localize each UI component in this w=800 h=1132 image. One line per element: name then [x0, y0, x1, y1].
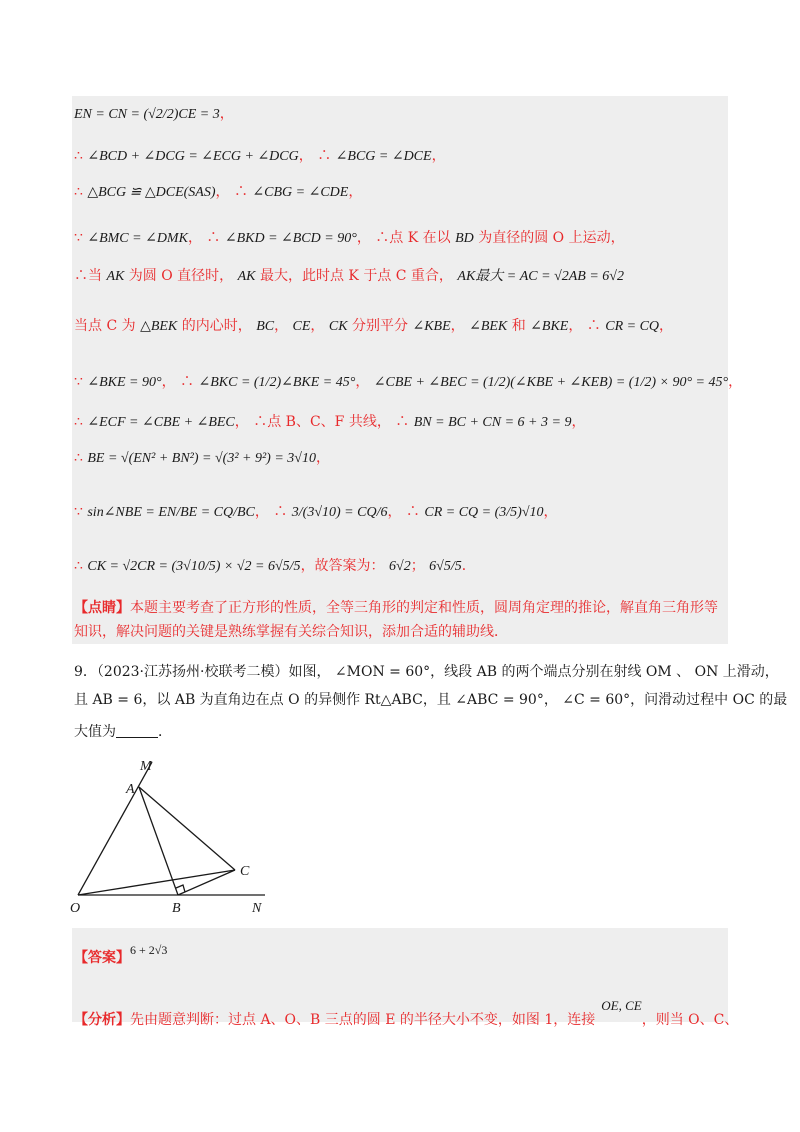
explanation-text: 为圆 O 直径时，: [124, 268, 238, 284]
math-expression: ∠BCG = ∠DCE: [335, 149, 432, 164]
comment-text-1: 本题主要考查了正方形的性质，全等三角形的判定和性质，圆周角定理的推论，解直角三角形等: [130, 600, 718, 616]
solution-line-7: [74, 372, 743, 393]
analysis-math: OE, CE: [601, 998, 642, 1013]
segment-OC: [78, 870, 235, 895]
math-expression: CE: [292, 319, 311, 334]
problem-line-3: 大值为 ．: [74, 724, 172, 740]
math-expression: BD: [455, 231, 474, 246]
math-expression: AK: [237, 269, 256, 284]
math-expression: BN = BC + CN = 6 + 3 = 9: [413, 415, 572, 430]
explanation-text: ， ∴: [568, 318, 606, 334]
problem-number: 9．: [74, 664, 97, 680]
explanation-text: ，: [355, 374, 374, 390]
segment-AB: [139, 787, 178, 895]
answer-line: [74, 940, 730, 968]
math-expression: △BCG ≌ △DCE(SAS): [87, 185, 216, 200]
solution-line-11: [74, 556, 730, 577]
answer-blank: [116, 723, 158, 738]
answer-tag: 【答案】: [74, 950, 130, 966]
analysis-tail: ，则当 O、C、: [641, 1012, 739, 1028]
solution-line-8: [74, 412, 730, 433]
analysis-line: [74, 996, 739, 1030]
solution-line-2: [74, 146, 730, 167]
math-expression: AK最大 = AC = √2AB = 6√2: [457, 269, 624, 284]
right-angle-mark: [176, 885, 185, 892]
math-expression: EN = CN = (√2/2)CE = 3: [74, 107, 220, 122]
explanation-text: ，: [571, 414, 586, 430]
explanation-text: ；: [410, 558, 430, 574]
math-expression: ∠CBE + ∠BEC = (1/2)(∠KBE + ∠KEB) = (1/2) × 90° = 45°: [373, 375, 729, 390]
math-expression: ∠ECF = ∠CBE + ∠BEC: [87, 415, 235, 430]
solution-line-4: [74, 228, 730, 249]
explanation-text: ∴当: [74, 268, 107, 284]
math-expression: CR = CQ = (3/5)√10: [424, 505, 544, 520]
math-expression: ∠BKD = ∠BCD = 90°: [224, 231, 357, 246]
label-C: C: [240, 864, 250, 879]
segment-AC: [139, 787, 235, 870]
explanation-text: 的内心时，: [177, 318, 257, 334]
math-expression: ∠KBE: [412, 319, 451, 334]
explanation-text: ，: [274, 318, 293, 334]
math-expression: ∠BKE = 90°: [87, 375, 162, 390]
segment-BC: [178, 870, 235, 895]
explanation-text: 当点 C 为: [74, 318, 141, 334]
math-expression: CK = √2CR = (3√10/5) × √2 = 6√5/5: [87, 559, 301, 574]
solution-line-3: [74, 182, 730, 203]
label-A: A: [126, 782, 135, 797]
explanation-text: ， ∴点 K 在以: [356, 230, 456, 246]
explanation-text: ，: [431, 148, 446, 164]
explanation-text: ∵: [74, 374, 88, 390]
problem-line-1: [74, 662, 779, 682]
explanation-text: ， ∴: [387, 504, 425, 520]
explanation-text: ， ∴点 B、C、F 共线， ∴: [234, 414, 414, 430]
analysis-tag: 【分析】: [74, 1012, 130, 1028]
math-expression: CK: [328, 319, 348, 334]
math-expression: ∠BKE: [530, 319, 569, 334]
explanation-text: ， ∴: [298, 148, 336, 164]
math-expression: ∠BMC = ∠DMK: [87, 231, 188, 246]
explanation-text: ．: [461, 558, 476, 574]
explanation-text: 和: [507, 318, 531, 334]
explanation-text: 为直径的圆 O 上运动，: [473, 230, 625, 246]
math-expression: ∠BEK: [469, 319, 508, 334]
math-expression: CR = CQ: [605, 319, 660, 334]
math-expression: 3/(3√10) = CQ/6: [291, 505, 388, 520]
answer-value: 6 + 2√3: [130, 943, 168, 957]
explanation-text: ∴: [74, 450, 88, 466]
explanation-text: ，: [543, 504, 558, 520]
math-expression: ∠CBG = ∠CDE: [252, 185, 349, 200]
label-N: N: [252, 901, 262, 916]
explanation-text: ，: [348, 184, 363, 200]
analysis-text: 先由题意判断：过点 A、O、B 三点的圆 E 的半径大小不变，如图 1，连接: [130, 1012, 596, 1028]
explanation-text: ，故答案为：: [300, 558, 390, 574]
explanation-text: ， ∴: [215, 184, 253, 200]
explanation-text: 最大，此时点 K 于点 C 重合，: [255, 268, 458, 284]
math-expression: sin∠NBE = EN/BE = CQ/BC: [87, 505, 255, 520]
math-expression: 6√5/5: [429, 559, 462, 574]
explanation-text: ∴: [74, 184, 88, 200]
explanation-text: ∴: [74, 414, 88, 430]
solution-line-10: [74, 502, 730, 523]
explanation-text: ，: [659, 318, 674, 334]
comment-line-2: 知识，解决问题的关键是熟练掌握有关综合知识，添加合适的辅助线．: [74, 624, 508, 640]
comment-tag: 【点睛】: [74, 600, 130, 616]
ray-OM: [78, 762, 152, 895]
explanation-text: ，: [315, 450, 330, 466]
explanation-text: ，: [219, 106, 234, 122]
explanation-text: ， ∴: [254, 504, 292, 520]
explanation-text: ， ∴: [161, 374, 199, 390]
math-expression: BC: [256, 319, 275, 334]
explanation-text: ，: [728, 374, 743, 390]
explanation-text: ∴: [74, 558, 88, 574]
problem-text-3: 大值为: [74, 724, 116, 740]
explanation-text: ，: [310, 318, 329, 334]
math-expression: BE = √(EN² + BN²) = √(3² + 9²) = 3√10: [87, 451, 316, 466]
explanation-text: ∵: [74, 230, 88, 246]
explanation-text: ， ∴: [187, 230, 225, 246]
label-M: M: [140, 759, 152, 774]
problem-line-2: 且 AB = 6，以 AB 为直角边在点 O 的异侧作 Rt△ABC，且 ∠ABC = 90°， ∠C = 60°，问滑动过程中 OC 的最: [74, 692, 788, 708]
solution-line-9: [74, 448, 730, 469]
math-expression: ∠BCD + ∠DCG = ∠ECG + ∠DCG: [87, 149, 299, 164]
math-expression: △BEK: [140, 319, 178, 334]
solution-line-1: [74, 104, 730, 125]
label-O: O: [70, 901, 81, 916]
explanation-text: ，: [450, 318, 470, 334]
explanation-text: ∴: [74, 148, 88, 164]
explanation-text: ∵: [74, 504, 88, 520]
problem-text-1: 如图， ∠MON = 60°，线段 AB 的两个端点分别在射线 OM 、 ON 上滑动，: [288, 664, 779, 680]
math-expression: 6√2: [389, 559, 411, 574]
math-expression: AK: [106, 269, 125, 284]
problem-source: （2023·江苏扬州·校联考二模）: [96, 664, 289, 680]
math-expression: ∠BKC = (1/2)∠BKE = 45°: [198, 375, 356, 390]
explanation-text: 分别平分: [347, 318, 413, 334]
solution-line-6: [74, 316, 730, 337]
solution-line-5: [74, 266, 730, 287]
comment-line-1: [74, 598, 730, 618]
label-B: B: [172, 901, 181, 916]
